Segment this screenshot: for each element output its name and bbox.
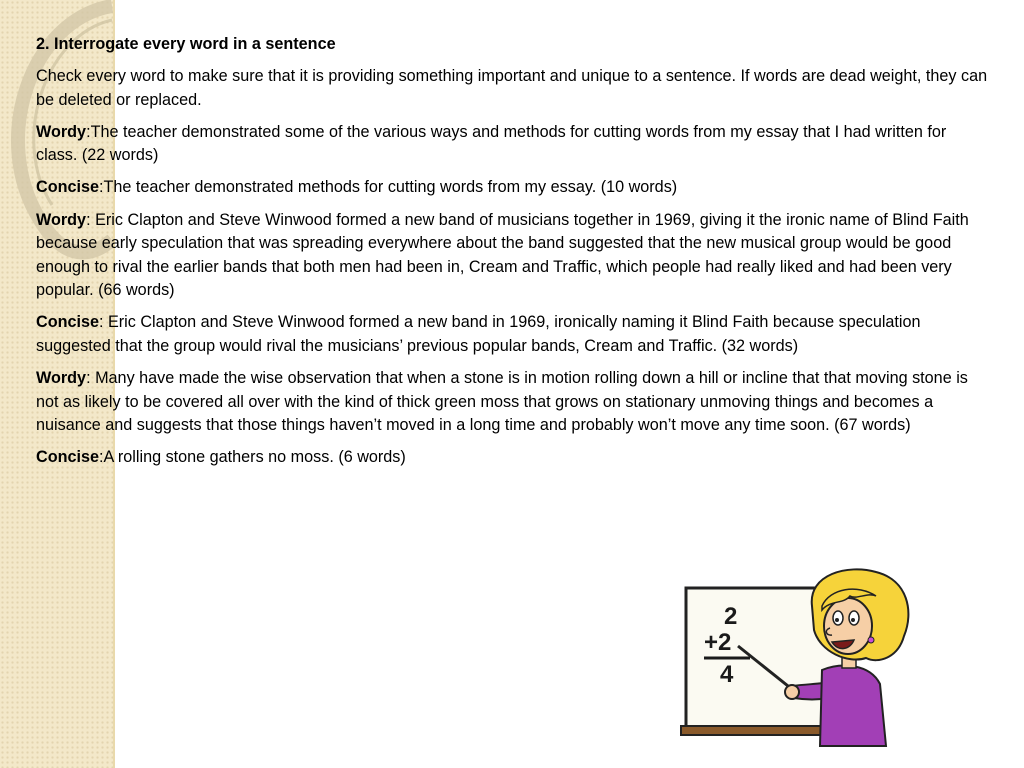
board-line-2: +2 <box>704 629 732 656</box>
teacher-clipart <box>680 566 920 756</box>
example-text: : Eric Clapton and Steve Winwood formed a new band of musicians together in 1969, giving it the ironic name of Blind Faith because early speculation that was spreading everywhere about the band suggested that the new musical group would be good enough to rival the earlier bands that both men had been in, Cream and Traffic, which people had really liked and had been very popular. (66 words) <box>36 210 969 300</box>
example-wordy-3 <box>36 367 988 438</box>
example-concise-3 <box>36 446 988 470</box>
example-text: : Many have made the wise observation that when a stone is in motion rolling down a hill or incline that that moving stone is not as likely to be covered all over with the kind of thick green moss that grows on stationary unmoving things and becomes a nuisance and suggests that those things haven’t moved in a long time and probably won’t move any time soon. (67 words) <box>36 369 968 435</box>
example-wordy-2 <box>36 209 988 303</box>
example-concise-1 <box>36 176 988 200</box>
example-text: :The teacher demonstrated methods for cutting words from my essay. (10 words) <box>98 178 678 197</box>
slide-content <box>36 33 988 479</box>
teacher-pointing-icon <box>680 566 920 751</box>
slide-heading: 2. Interrogate every word in a sentence <box>36 35 336 53</box>
board-line-1: 2 <box>724 603 738 630</box>
example-label: Wordy <box>36 122 87 141</box>
example-label: Concise <box>36 313 99 332</box>
example-label: Wordy <box>36 210 87 229</box>
example-text: :A rolling stone gathers no moss. (6 words) <box>98 448 406 467</box>
example-wordy-1 <box>36 121 988 168</box>
board-line-3: 4 <box>720 661 734 688</box>
intro-paragraph: Check every word to make sure that it is providing something important and unique to a sentence. If words are dead weight, they can be deleted or replaced. <box>36 67 988 109</box>
example-label: Concise <box>36 178 99 197</box>
example-label: Wordy <box>36 369 87 388</box>
example-concise-2 <box>36 311 988 358</box>
example-text: : Eric Clapton and Steve Winwood formed a new band in 1969, ironically naming it Blind Faith because speculation suggested that the group would rival the musicians’ previous popular bands, Cream and Traffic. (32 words) <box>36 313 921 356</box>
example-text: :The teacher demonstrated some of the various ways and methods for cutting words from my essay that I had written for class. (22 words) <box>36 122 947 165</box>
example-label: Concise <box>36 448 99 467</box>
